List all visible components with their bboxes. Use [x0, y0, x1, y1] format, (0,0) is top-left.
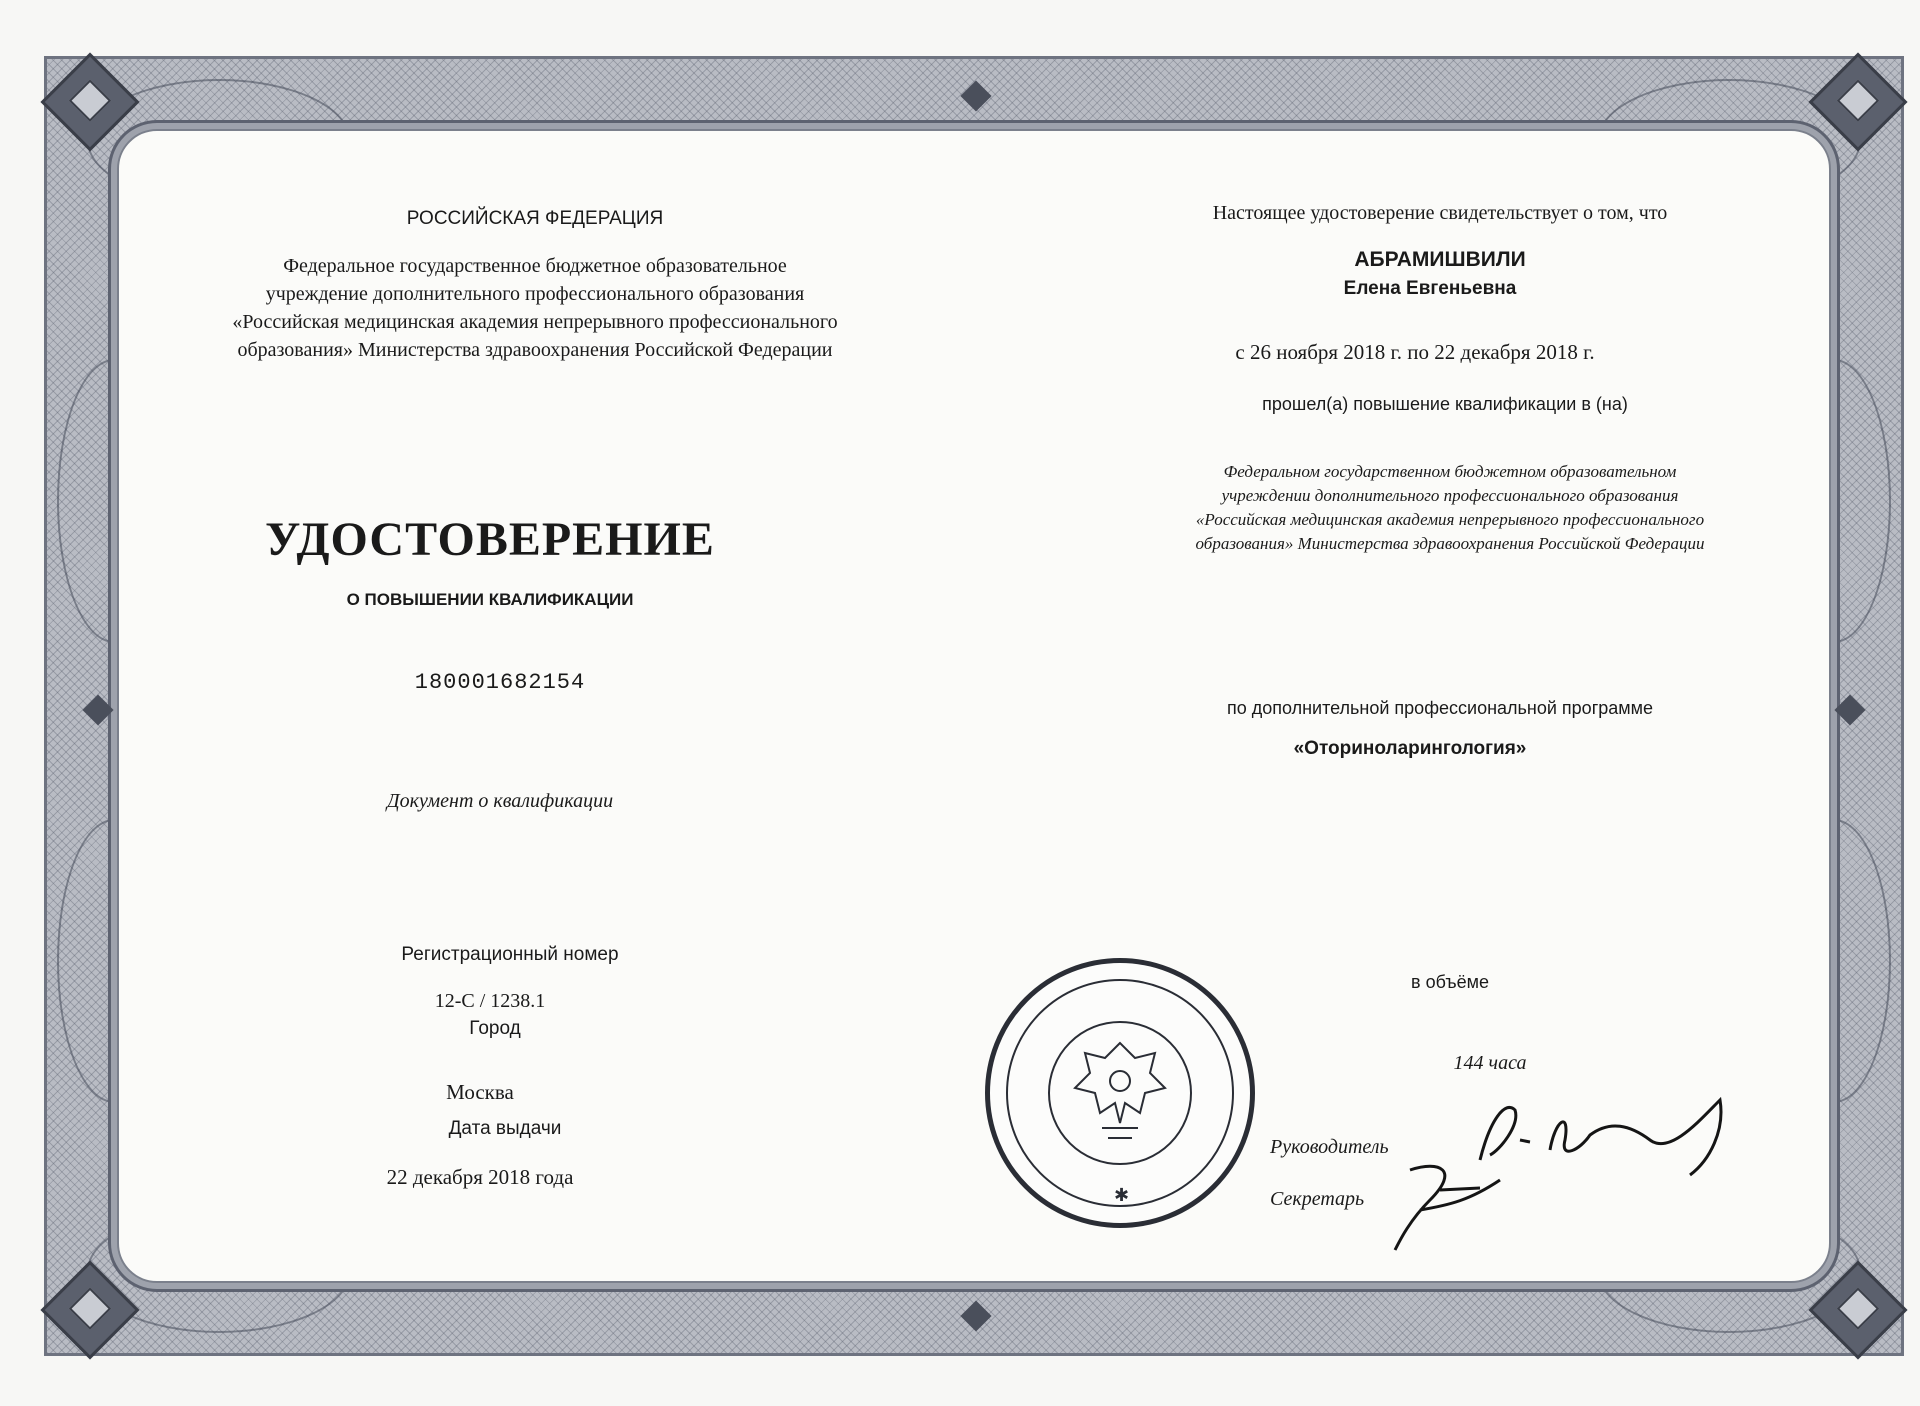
registration-number-label: Регистрационный номер: [401, 944, 619, 965]
coat-of-arms-emblem: [990, 963, 1250, 1223]
issuer-org-line-4: образования» Министерства здравоохранения Российской Федерации: [237, 339, 833, 361]
document-subtitle: О ПОВЫШЕНИИ КВАЛИФИКАЦИИ: [346, 590, 634, 609]
training-period: с 26 ноября 2018 г. по 22 декабря 2018 г.: [1235, 340, 1595, 364]
document-title: УДОСТОВЕРЕНИЕ: [265, 513, 715, 566]
training-passed: прошел(а) повышение квалификации в (на): [1262, 394, 1628, 414]
seal-star-icon: ✱: [1114, 1185, 1130, 1205]
signature-stroke: [1395, 1166, 1500, 1250]
issue-date-value: 22 декабря 2018 года: [386, 1165, 574, 1189]
edge-mark: [1834, 694, 1865, 725]
edge-mark: [960, 80, 991, 111]
program-name: «Оториноларингология»: [1293, 738, 1527, 759]
registration-number-value: 12-С / 1238.1: [434, 990, 546, 1012]
secretary-signature-label: Секретарь: [1270, 1188, 1365, 1210]
edge-mark: [960, 1300, 991, 1331]
city-value: Москва: [446, 1080, 514, 1104]
country-name: РОССИЙСКАЯ ФЕДЕРАЦИЯ: [406, 208, 664, 229]
document-type: Документ о квалификации: [386, 790, 614, 812]
certifies-intro: Настоящее удостоверение свидетельствует о том, что: [1212, 202, 1668, 224]
secretary-signature: [1380, 1150, 1540, 1260]
issuer-org-line-1: Федеральное государственное бюджетное образовательное: [283, 255, 787, 277]
volume-value: 144 часа: [1453, 1052, 1527, 1074]
document-number: 180001682154: [414, 670, 586, 695]
official-seal: [985, 958, 1255, 1228]
holder-name: Елена Евгеньевна: [1343, 278, 1517, 299]
institution-line-4: образования» Министерства здравоохранения Российской Федерации: [1195, 534, 1705, 553]
edge-mark: [82, 694, 113, 725]
issuer-org-line-3: «Российская медицинская академия непрерывного профессионального: [232, 311, 838, 333]
institution-line-1: Федеральном государственном бюджетном образовательном: [1223, 462, 1677, 481]
issuer-org-line-2: учреждение дополнительного профессионального образования: [265, 283, 805, 305]
institution-line-2: учреждении дополнительного профессионального образования: [1221, 486, 1679, 505]
holder-surname: АБРАМИШВИЛИ: [1354, 248, 1526, 271]
city-label: Город: [469, 1018, 521, 1039]
head-signature-label: Руководитель: [1270, 1136, 1389, 1158]
issue-date-label: Дата выдачи: [448, 1118, 562, 1139]
institution-line-3: «Российская медицинская академия непрерывного профессионального: [1195, 510, 1705, 529]
program-label: по дополнительной профессиональной программе: [1226, 698, 1654, 718]
volume-label: в объёме: [1411, 972, 1489, 992]
